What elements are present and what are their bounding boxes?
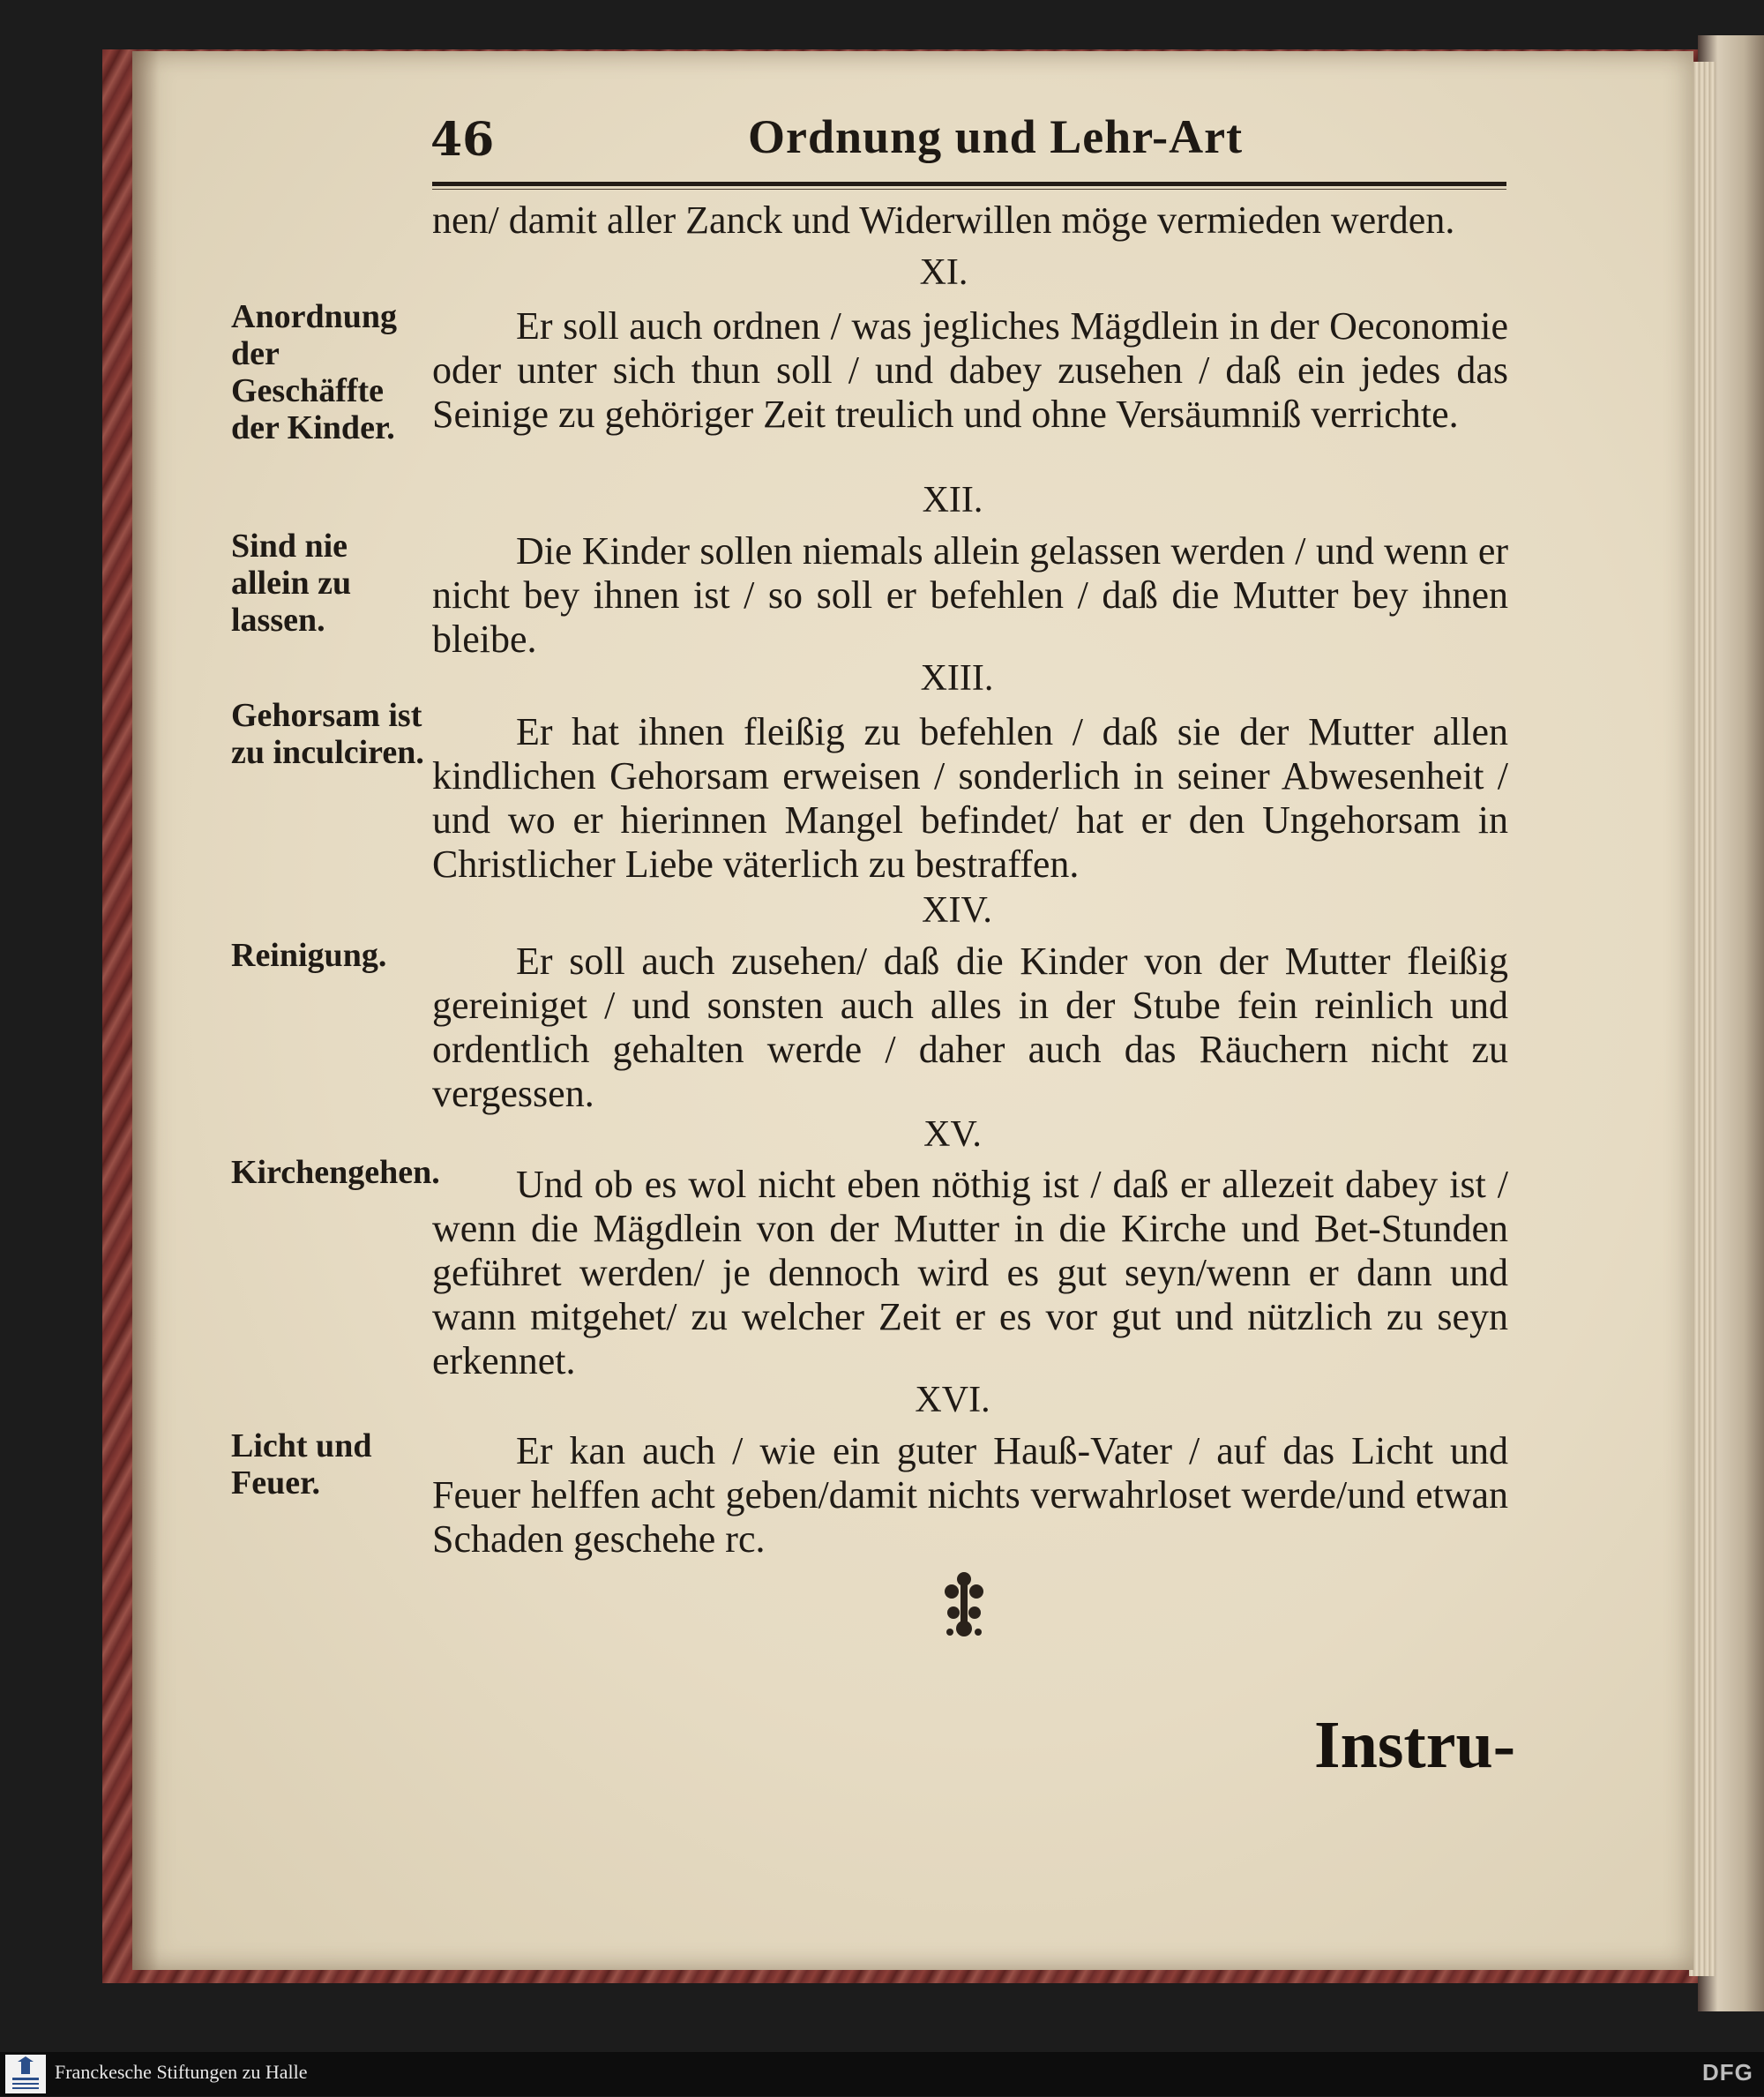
institution-logo-icon <box>5 2055 46 2093</box>
marginal-note: Sind nie allein zu lassen. <box>231 528 352 639</box>
section-numeral: XVI. <box>915 1380 990 1420</box>
paragraph-section: Er hat ihnen fleißig zu befehlen / daß sie der Mutter allen kindlichen Gehorsam erweisen / sonderlich in seiner Abwesenheit / und wo er hierinnen Mangel befindet/ hat er den Ungehorsam in Christlicher Liebe väterlich zu bestraffen. <box>432 710 1508 886</box>
marginal-note: Kirchengehen. <box>231 1154 440 1191</box>
footer-institution[interactable]: Franckesche Stiftungen zu Halle <box>55 2061 308 2083</box>
paragraph-section: Er soll auch zusehen/ daß die Kinder von der Mutter fleißig gereiniget / und sonsten auch alles in der Stube fein reinlich und ordentlich gehalten werde / daher auch das Räuchern nicht zu vergessen. <box>432 940 1508 1115</box>
marginal-note: Reinigung. <box>231 937 387 974</box>
marginal-note: Licht und Feuer. <box>231 1427 372 1502</box>
paragraph-section: Und ob es wol nicht eben nöthig ist / daß er allezeit dabey ist / wenn die Mägdlein von der Mutter in die Kirche und Bet-Stunden geführet werden/ je dennoch wird es gut seyn/wenn er dann und wann mitgehet/ zu welcher Zeit er es vor gut und nützlich zu seyn erkennet. <box>432 1163 1508 1382</box>
footer-funder-logo[interactable]: DFG <box>1702 2059 1753 2086</box>
section-numeral: XIV. <box>922 890 992 931</box>
section-numeral: XIII. <box>920 658 994 699</box>
section-numeral: XII. <box>922 480 983 521</box>
running-title: Ordnung und Lehr-Art <box>748 110 1244 163</box>
paragraph-section: Er kan auch / wie ein guter Hauß-Vater / auf das Licht und Feuer helffen acht geben/damit nichts verwahrloset werde/und etwan Schaden geschehe rc. <box>432 1429 1508 1561</box>
catchword: Instru- <box>1314 1708 1516 1782</box>
header-rule-thin <box>432 189 1506 190</box>
header-rule <box>432 182 1506 186</box>
section-numeral: XV. <box>923 1114 982 1155</box>
page-number: 46 <box>430 113 495 167</box>
section-numeral: XI. <box>919 252 968 293</box>
marginal-note: Anordnung der Geschäffte der Kinder. <box>231 298 397 446</box>
paragraph-section: Die Kinder sollen niemals allein gelassen werden / und wenn er nicht bey ihnen ist / so soll er befehlen / daß die Mutter bey ihnen bleibe. <box>432 529 1508 661</box>
marginal-note: Gehorsam ist zu inculciren. <box>231 697 424 771</box>
paragraph-continuation: nen/ damit aller Zanck und Widerwillen möge vermieden werden. <box>432 198 1455 242</box>
gutter-shadow <box>132 51 159 1970</box>
printers-ornament-icon <box>938 1570 990 1641</box>
paragraph-section: Er soll auch ordnen / was jegliches Mägdlein in der Oeconomie oder unter sich thun soll / und dabey zusehen / daß ein jedes das Seinige zu gehöriger Zeit treulich und ohne Versäumniß verrichte. <box>432 304 1508 436</box>
